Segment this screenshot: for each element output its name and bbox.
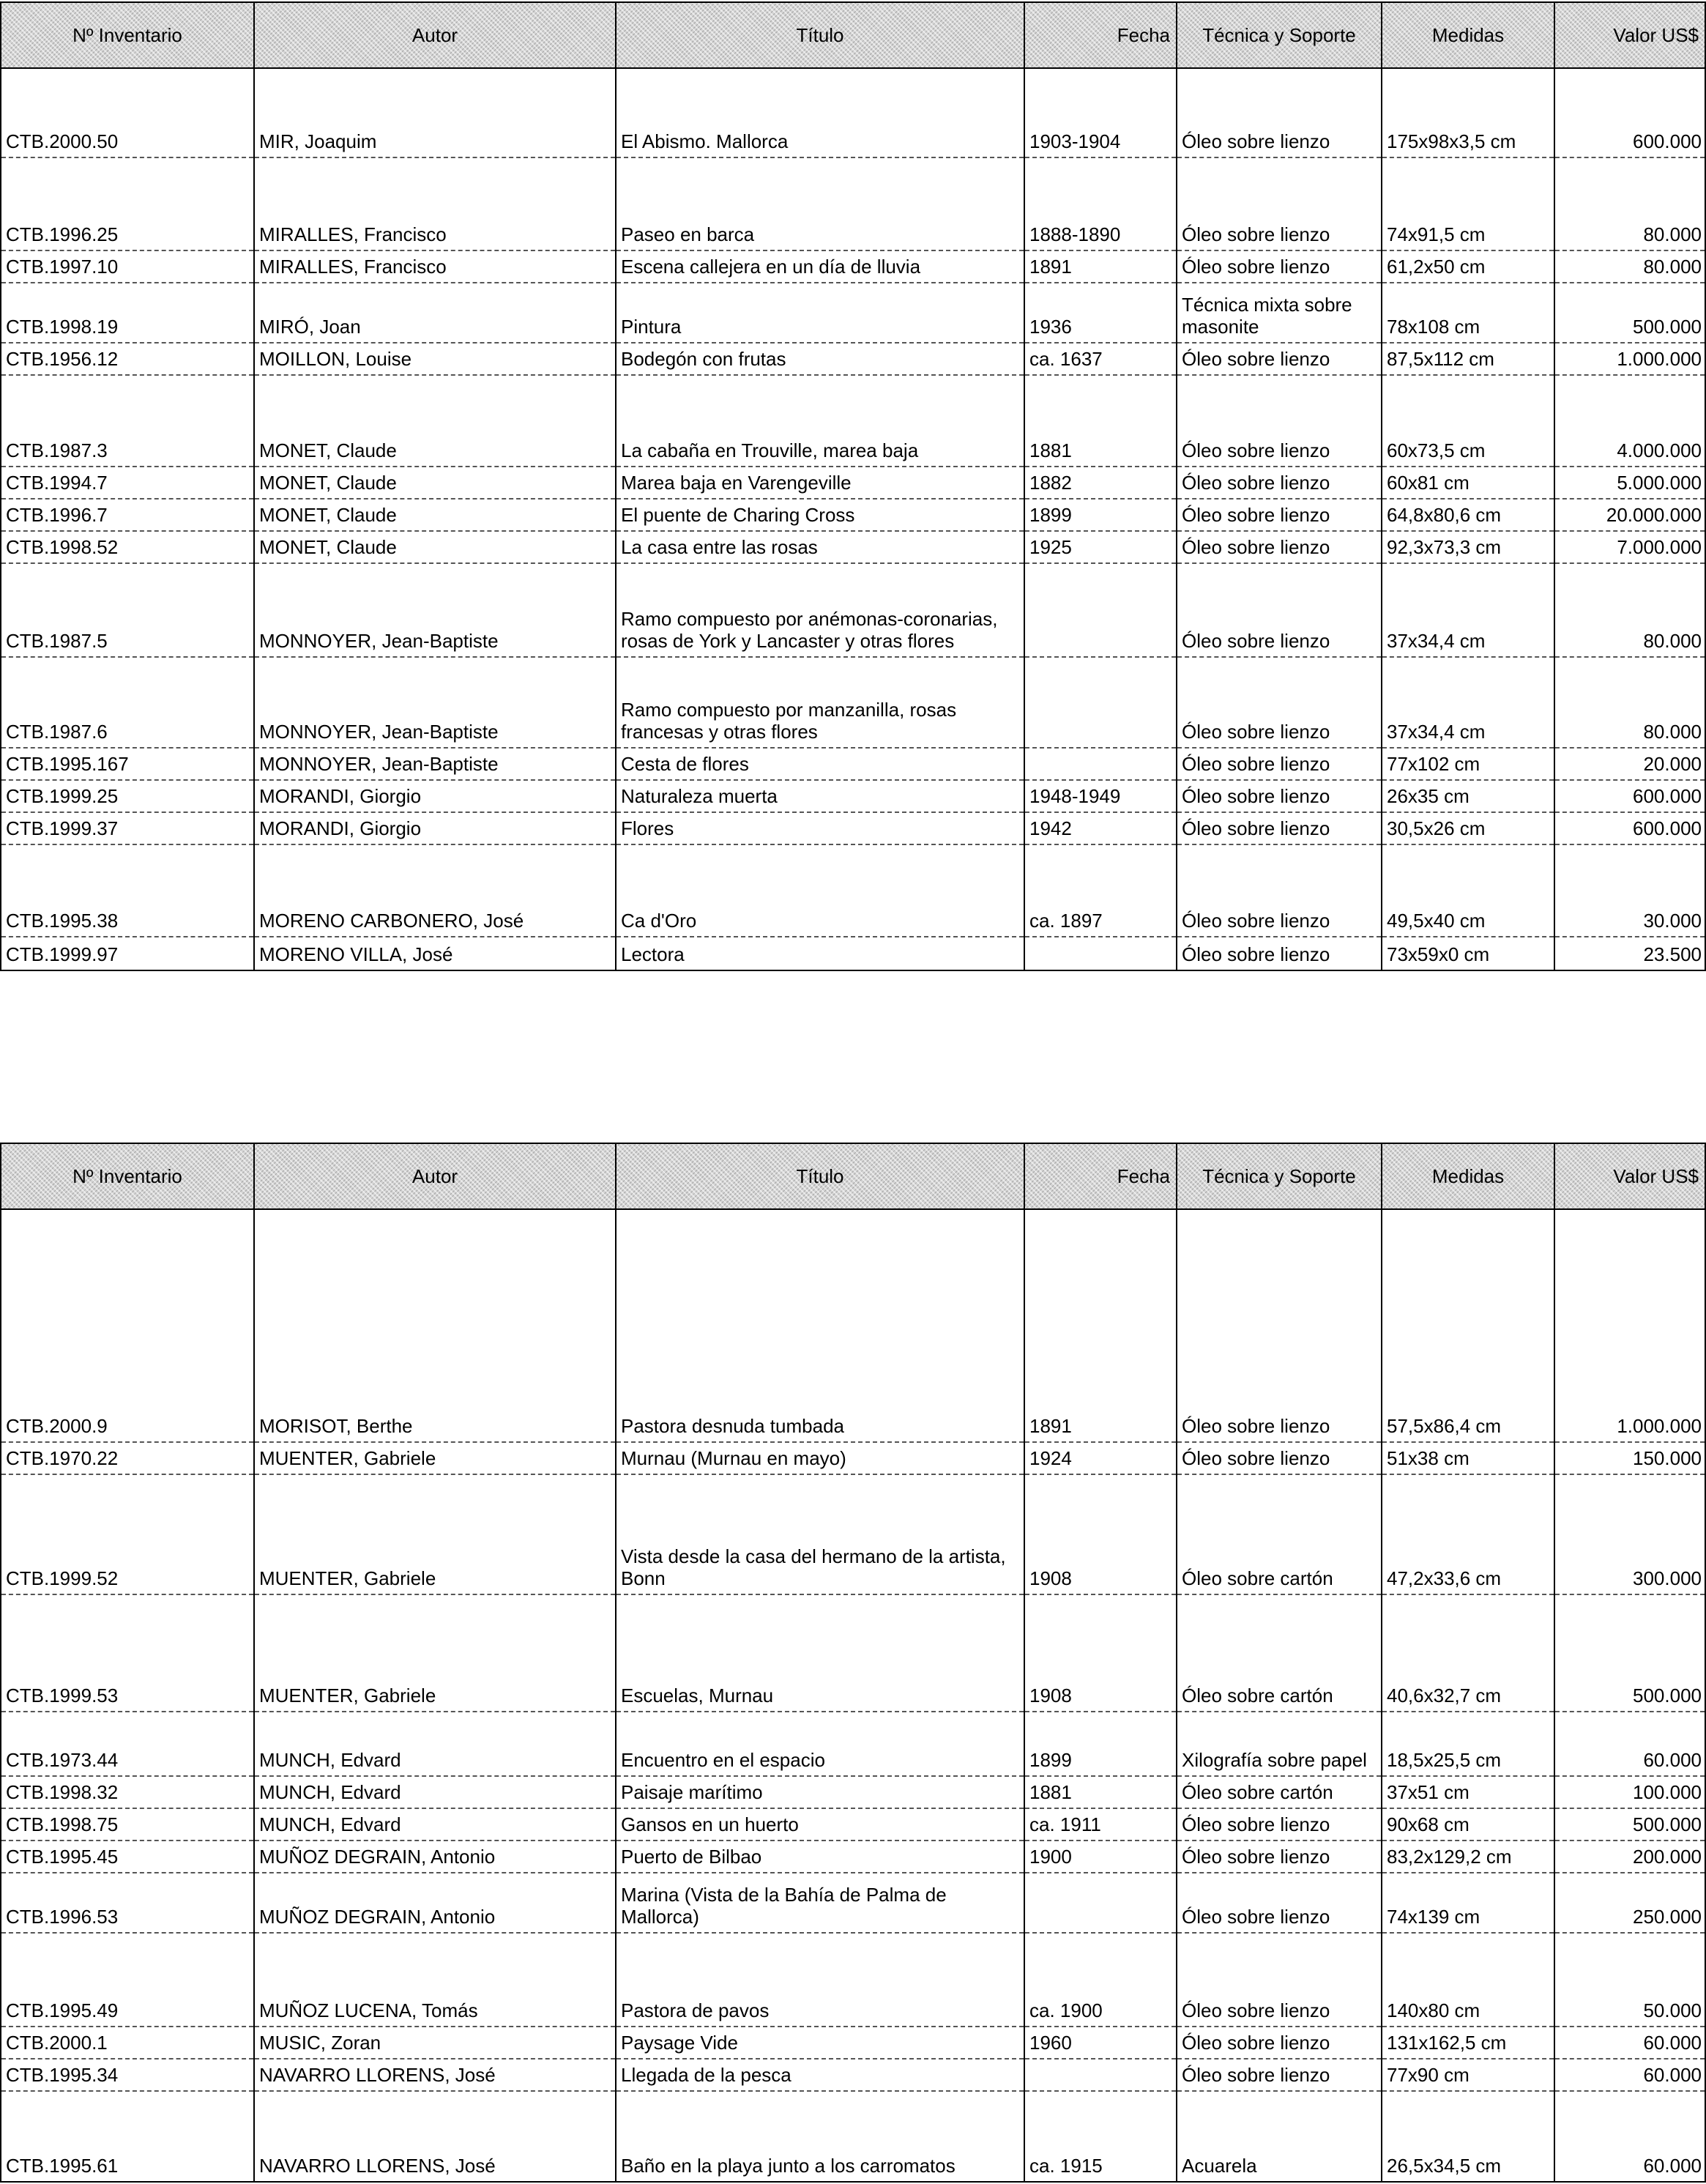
valor-cell: 150.000 — [1554, 1442, 1705, 1474]
tecnica-cell: Óleo sobre lienzo — [1177, 657, 1382, 748]
inventario-cell: CTB.1998.75 — [1, 1808, 254, 1841]
inventario-cell: CTB.1996.7 — [1, 499, 254, 531]
inventario-cell: CTB.1995.61 — [1, 2091, 254, 2182]
table-row — [1, 375, 1705, 467]
fecha-cell: 1882 — [1024, 467, 1177, 499]
medidas-cell: 73x59x0 cm — [1382, 937, 1554, 970]
table-row — [1, 1873, 1705, 1933]
autor-cell: MUENTER, Gabriele — [254, 1594, 616, 1712]
table-row — [1, 1776, 1705, 1808]
tecnica-cell: Óleo sobre cartón — [1177, 1474, 1382, 1594]
header-autor: Autor — [254, 1143, 616, 1209]
valor-cell: 7.000.000 — [1554, 531, 1705, 563]
valor-cell: 60.000 — [1554, 2027, 1705, 2059]
valor-cell: 23.500 — [1554, 937, 1705, 970]
fecha-cell: 1881 — [1024, 375, 1177, 467]
inventario-cell: CTB.1987.3 — [1, 375, 254, 467]
inventario-cell: CTB.1994.7 — [1, 467, 254, 499]
medidas-cell: 40,6x32,7 cm — [1382, 1594, 1554, 1712]
autor-cell: MORANDI, Giorgio — [254, 780, 616, 812]
autor-cell: MONNOYER, Jean-Baptiste — [254, 748, 616, 780]
table-row — [1, 1442, 1705, 1474]
autor-cell: MONET, Claude — [254, 375, 616, 467]
tecnica-cell: Óleo sobre lienzo — [1177, 375, 1382, 467]
fecha-cell: 1899 — [1024, 499, 1177, 531]
header-autor: Autor — [254, 2, 616, 68]
fecha-cell: 1903-1904 — [1024, 68, 1177, 157]
header-fecha: Fecha — [1024, 1143, 1177, 1209]
inventario-cell: CTB.1956.12 — [1, 343, 254, 375]
autor-cell: MOILLON, Louise — [254, 343, 616, 375]
table-row — [1, 68, 1705, 157]
inventario-cell: CTB.1970.22 — [1, 1442, 254, 1474]
fecha-cell — [1024, 1873, 1177, 1933]
tecnica-cell: Óleo sobre lienzo — [1177, 844, 1382, 937]
fecha-cell — [1024, 563, 1177, 657]
tecnica-cell: Óleo sobre lienzo — [1177, 499, 1382, 531]
autor-cell: MUÑOZ LUCENA, Tomás — [254, 1933, 616, 2027]
inventario-cell: CTB.1997.10 — [1, 250, 254, 283]
table-row — [1, 343, 1705, 375]
titulo-cell: Flores — [616, 812, 1024, 844]
valor-cell: 100.000 — [1554, 1776, 1705, 1808]
tecnica-cell: Óleo sobre lienzo — [1177, 780, 1382, 812]
fecha-cell: 1899 — [1024, 1712, 1177, 1776]
valor-cell: 50.000 — [1554, 1933, 1705, 2027]
valor-cell: 500.000 — [1554, 1594, 1705, 1712]
valor-cell: 30.000 — [1554, 844, 1705, 937]
valor-cell: 600.000 — [1554, 812, 1705, 844]
header-tecnica: Técnica y Soporte — [1177, 1143, 1382, 1209]
valor-cell: 600.000 — [1554, 780, 1705, 812]
inventario-cell: CTB.2000.1 — [1, 2027, 254, 2059]
table-row — [1, 812, 1705, 844]
autor-cell: MUNCH, Edvard — [254, 1808, 616, 1841]
medidas-cell: 74x91,5 cm — [1382, 157, 1554, 250]
medidas-cell: 92,3x73,3 cm — [1382, 531, 1554, 563]
medidas-cell: 60x73,5 cm — [1382, 375, 1554, 467]
titulo-cell: Encuentro en el espacio — [616, 1712, 1024, 1776]
fecha-cell: 1908 — [1024, 1594, 1177, 1712]
medidas-cell: 175x98x3,5 cm — [1382, 68, 1554, 157]
valor-cell: 250.000 — [1554, 1873, 1705, 1933]
autor-cell: MONET, Claude — [254, 531, 616, 563]
fecha-cell: 1948-1949 — [1024, 780, 1177, 812]
inventario-cell: CTB.1995.49 — [1, 1933, 254, 2027]
tecnica-cell: Óleo sobre lienzo — [1177, 467, 1382, 499]
valor-cell: 80.000 — [1554, 563, 1705, 657]
medidas-cell: 26x35 cm — [1382, 780, 1554, 812]
titulo-cell: Gansos en un huerto — [616, 1808, 1024, 1841]
table-row — [1, 657, 1705, 748]
medidas-cell: 61,2x50 cm — [1382, 250, 1554, 283]
tecnica-cell: Óleo sobre lienzo — [1177, 1808, 1382, 1841]
fecha-cell: 1960 — [1024, 2027, 1177, 2059]
header-valor: Valor US$ — [1554, 1143, 1705, 1209]
fecha-cell — [1024, 937, 1177, 970]
fecha-cell: 1891 — [1024, 250, 1177, 283]
medidas-cell: 140x80 cm — [1382, 1933, 1554, 2027]
titulo-cell: Lectora — [616, 937, 1024, 970]
autor-cell: NAVARRO LLORENS, José — [254, 2091, 616, 2182]
autor-cell: MORANDI, Giorgio — [254, 812, 616, 844]
table-row — [1, 748, 1705, 780]
table-body — [1, 68, 1705, 970]
table-row — [1, 1933, 1705, 2027]
titulo-cell: Paysage Vide — [616, 2027, 1024, 2059]
tecnica-cell: Óleo sobre lienzo — [1177, 1933, 1382, 2027]
valor-cell: 500.000 — [1554, 1808, 1705, 1841]
inventario-cell: CTB.1995.45 — [1, 1841, 254, 1873]
header-medidas: Medidas — [1382, 2, 1554, 68]
autor-cell: MUSIC, Zoran — [254, 2027, 616, 2059]
medidas-cell: 77x102 cm — [1382, 748, 1554, 780]
header-titulo: Título — [616, 1143, 1024, 1209]
fecha-cell: 1936 — [1024, 283, 1177, 343]
tecnica-cell: Óleo sobre lienzo — [1177, 2059, 1382, 2091]
inventario-cell: CTB.1998.32 — [1, 1776, 254, 1808]
header-row — [1, 2, 1705, 68]
fecha-cell: ca. 1915 — [1024, 2091, 1177, 2182]
valor-cell: 20.000.000 — [1554, 499, 1705, 531]
valor-cell: 80.000 — [1554, 657, 1705, 748]
table-row — [1, 1808, 1705, 1841]
autor-cell: MIRÓ, Joan — [254, 283, 616, 343]
header-titulo: Título — [616, 2, 1024, 68]
tecnica-cell: Óleo sobre lienzo — [1177, 748, 1382, 780]
autor-cell: MUENTER, Gabriele — [254, 1474, 616, 1594]
titulo-cell: Pintura — [616, 283, 1024, 343]
titulo-cell: Ca d'Oro — [616, 844, 1024, 937]
table-row — [1, 250, 1705, 283]
medidas-cell: 18,5x25,5 cm — [1382, 1712, 1554, 1776]
inventario-cell: CTB.1999.53 — [1, 1594, 254, 1712]
autor-cell: MORENO VILLA, José — [254, 937, 616, 970]
medidas-cell: 47,2x33,6 cm — [1382, 1474, 1554, 1594]
table-row — [1, 1594, 1705, 1712]
titulo-cell: Ramo compuesto por manzanilla, rosas francesas y otras flores — [616, 657, 1024, 748]
inventario-cell: CTB.1995.34 — [1, 2059, 254, 2091]
tecnica-cell: Óleo sobre lienzo — [1177, 157, 1382, 250]
titulo-cell: El Abismo. Mallorca — [616, 68, 1024, 157]
table-row — [1, 780, 1705, 812]
autor-cell: MONET, Claude — [254, 499, 616, 531]
valor-cell: 60.000 — [1554, 1712, 1705, 1776]
autor-cell: MIRALLES, Francisco — [254, 250, 616, 283]
titulo-cell: Baño en la playa junto a los carromatos — [616, 2091, 1024, 2182]
valor-cell: 1.000.000 — [1554, 1209, 1705, 1442]
titulo-cell: Pastora desnuda tumbada — [616, 1209, 1024, 1442]
tecnica-cell: Óleo sobre lienzo — [1177, 531, 1382, 563]
inventario-cell: CTB.1973.44 — [1, 1712, 254, 1776]
inventario-cell: CTB.1987.6 — [1, 657, 254, 748]
autor-cell: MONET, Claude — [254, 467, 616, 499]
valor-cell: 20.000 — [1554, 748, 1705, 780]
valor-cell: 300.000 — [1554, 1474, 1705, 1594]
inventario-cell: CTB.1996.25 — [1, 157, 254, 250]
table-row — [1, 499, 1705, 531]
inventory-table-2 — [0, 1143, 1706, 2183]
autor-cell: MUNCH, Edvard — [254, 1776, 616, 1808]
titulo-cell: Llegada de la pesca — [616, 2059, 1024, 2091]
tecnica-cell: Óleo sobre lienzo — [1177, 1841, 1382, 1873]
valor-cell: 200.000 — [1554, 1841, 1705, 1873]
table-row — [1, 157, 1705, 250]
table-row — [1, 2027, 1705, 2059]
autor-cell: MUENTER, Gabriele — [254, 1442, 616, 1474]
titulo-cell: Vista desde la casa del hermano de la artista, Bonn — [616, 1474, 1024, 1594]
fecha-cell: 1881 — [1024, 1776, 1177, 1808]
inventario-cell: CTB.2000.9 — [1, 1209, 254, 1442]
valor-cell: 4.000.000 — [1554, 375, 1705, 467]
inventory-table-1 — [0, 1, 1706, 971]
header-tecnica: Técnica y Soporte — [1177, 2, 1382, 68]
valor-cell: 600.000 — [1554, 68, 1705, 157]
inventario-cell: CTB.1996.53 — [1, 1873, 254, 1933]
medidas-cell: 57,5x86,4 cm — [1382, 1209, 1554, 1442]
table-row — [1, 563, 1705, 657]
inventario-cell: CTB.1999.52 — [1, 1474, 254, 1594]
titulo-cell: Puerto de Bilbao — [616, 1841, 1024, 1873]
tecnica-cell: Óleo sobre lienzo — [1177, 250, 1382, 283]
titulo-cell: Cesta de flores — [616, 748, 1024, 780]
titulo-cell: Escena callejera en un día de lluvia — [616, 250, 1024, 283]
autor-cell: MUÑOZ DEGRAIN, Antonio — [254, 1841, 616, 1873]
medidas-cell: 49,5x40 cm — [1382, 844, 1554, 937]
tecnica-cell: Técnica mixta sobre masonite — [1177, 283, 1382, 343]
valor-cell: 80.000 — [1554, 157, 1705, 250]
fecha-cell: 1888-1890 — [1024, 157, 1177, 250]
tecnica-cell: Óleo sobre lienzo — [1177, 812, 1382, 844]
table-row — [1, 937, 1705, 970]
titulo-cell: Ramo compuesto por anémonas-coronarias, rosas de York y Lancaster y otras flores — [616, 563, 1024, 657]
medidas-cell: 131x162,5 cm — [1382, 2027, 1554, 2059]
fecha-cell: 1925 — [1024, 531, 1177, 563]
medidas-cell: 90x68 cm — [1382, 1808, 1554, 1841]
table-row — [1, 531, 1705, 563]
medidas-cell: 51x38 cm — [1382, 1442, 1554, 1474]
titulo-cell: Bodegón con frutas — [616, 343, 1024, 375]
tecnica-cell: Óleo sobre cartón — [1177, 1594, 1382, 1712]
autor-cell: MORENO CARBONERO, José — [254, 844, 616, 937]
inventario-cell: CTB.2000.50 — [1, 68, 254, 157]
titulo-cell: Paisaje marítimo — [616, 1776, 1024, 1808]
table-row — [1, 1474, 1705, 1594]
inventario-cell: CTB.1987.5 — [1, 563, 254, 657]
fecha-cell — [1024, 748, 1177, 780]
table-row — [1, 844, 1705, 937]
tecnica-cell: Óleo sobre lienzo — [1177, 563, 1382, 657]
fecha-cell: ca. 1900 — [1024, 1933, 1177, 2027]
medidas-cell: 37x34,4 cm — [1382, 563, 1554, 657]
autor-cell: MONNOYER, Jean-Baptiste — [254, 563, 616, 657]
fecha-cell — [1024, 2059, 1177, 2091]
table-row — [1, 2059, 1705, 2091]
inventario-cell: CTB.1995.38 — [1, 844, 254, 937]
header-medidas: Medidas — [1382, 1143, 1554, 1209]
inventario-cell: CTB.1995.167 — [1, 748, 254, 780]
tecnica-cell: Óleo sobre lienzo — [1177, 1209, 1382, 1442]
fecha-cell: ca. 1897 — [1024, 844, 1177, 937]
medidas-cell: 64,8x80,6 cm — [1382, 499, 1554, 531]
table-row — [1, 2091, 1705, 2182]
titulo-cell: Paseo en barca — [616, 157, 1024, 250]
titulo-cell: Marea baja en Varengeville — [616, 467, 1024, 499]
autor-cell: MUNCH, Edvard — [254, 1712, 616, 1776]
autor-cell: MONNOYER, Jean-Baptiste — [254, 657, 616, 748]
medidas-cell: 37x34,4 cm — [1382, 657, 1554, 748]
medidas-cell: 60x81 cm — [1382, 467, 1554, 499]
titulo-cell: Murnau (Murnau en mayo) — [616, 1442, 1024, 1474]
inventario-cell: CTB.1999.25 — [1, 780, 254, 812]
medidas-cell: 77x90 cm — [1382, 2059, 1554, 2091]
medidas-cell: 30,5x26 cm — [1382, 812, 1554, 844]
valor-cell: 60.000 — [1554, 2091, 1705, 2182]
titulo-cell: La cabaña en Trouville, marea baja — [616, 375, 1024, 467]
fecha-cell: ca. 1911 — [1024, 1808, 1177, 1841]
titulo-cell: Escuelas, Murnau — [616, 1594, 1024, 1712]
titulo-cell: Naturaleza muerta — [616, 780, 1024, 812]
medidas-cell: 78x108 cm — [1382, 283, 1554, 343]
header-fecha: Fecha — [1024, 2, 1177, 68]
fecha-cell: 1891 — [1024, 1209, 1177, 1442]
fecha-cell: ca. 1637 — [1024, 343, 1177, 375]
tecnica-cell: Xilografía sobre papel — [1177, 1712, 1382, 1776]
fecha-cell: 1900 — [1024, 1841, 1177, 1873]
titulo-cell: El puente de Charing Cross — [616, 499, 1024, 531]
tecnica-cell: Óleo sobre lienzo — [1177, 937, 1382, 970]
titulo-cell: La casa entre las rosas — [616, 531, 1024, 563]
fecha-cell: 1908 — [1024, 1474, 1177, 1594]
table-row — [1, 467, 1705, 499]
autor-cell: NAVARRO LLORENS, José — [254, 2059, 616, 2091]
header-valor: Valor US$ — [1554, 2, 1705, 68]
header-row — [1, 1143, 1705, 1209]
inventario-cell: CTB.1999.37 — [1, 812, 254, 844]
medidas-cell: 26,5x34,5 cm — [1382, 2091, 1554, 2182]
medidas-cell: 37x51 cm — [1382, 1776, 1554, 1808]
header-inventario: Nº Inventario — [1, 1143, 254, 1209]
autor-cell: MIR, Joaquim — [254, 68, 616, 157]
fecha-cell: 1924 — [1024, 1442, 1177, 1474]
tecnica-cell: Óleo sobre cartón — [1177, 1776, 1382, 1808]
titulo-cell: Marina (Vista de la Bahía de Palma de Mallorca) — [616, 1873, 1024, 1933]
fecha-cell — [1024, 657, 1177, 748]
tecnica-cell: Acuarela — [1177, 2091, 1382, 2182]
medidas-cell: 83,2x129,2 cm — [1382, 1841, 1554, 1873]
tecnica-cell: Óleo sobre lienzo — [1177, 343, 1382, 375]
table-body — [1, 1209, 1705, 2182]
valor-cell: 1.000.000 — [1554, 343, 1705, 375]
valor-cell: 80.000 — [1554, 250, 1705, 283]
inventario-cell: CTB.1998.52 — [1, 531, 254, 563]
table-row — [1, 1712, 1705, 1776]
fecha-cell: 1942 — [1024, 812, 1177, 844]
table-row — [1, 283, 1705, 343]
tecnica-cell: Óleo sobre lienzo — [1177, 2027, 1382, 2059]
autor-cell: MIRALLES, Francisco — [254, 157, 616, 250]
autor-cell: MUÑOZ DEGRAIN, Antonio — [254, 1873, 616, 1933]
valor-cell: 5.000.000 — [1554, 467, 1705, 499]
inventario-cell: CTB.1998.19 — [1, 283, 254, 343]
valor-cell: 60.000 — [1554, 2059, 1705, 2091]
inventario-cell: CTB.1999.97 — [1, 937, 254, 970]
titulo-cell: Pastora de pavos — [616, 1933, 1024, 2027]
medidas-cell: 74x139 cm — [1382, 1873, 1554, 1933]
table-row — [1, 1841, 1705, 1873]
tecnica-cell: Óleo sobre lienzo — [1177, 68, 1382, 157]
valor-cell: 500.000 — [1554, 283, 1705, 343]
autor-cell: MORISOT, Berthe — [254, 1209, 616, 1442]
table-row — [1, 1209, 1705, 1442]
header-inventario: Nº Inventario — [1, 2, 254, 68]
tecnica-cell: Óleo sobre lienzo — [1177, 1442, 1382, 1474]
medidas-cell: 87,5x112 cm — [1382, 343, 1554, 375]
tecnica-cell: Óleo sobre lienzo — [1177, 1873, 1382, 1933]
